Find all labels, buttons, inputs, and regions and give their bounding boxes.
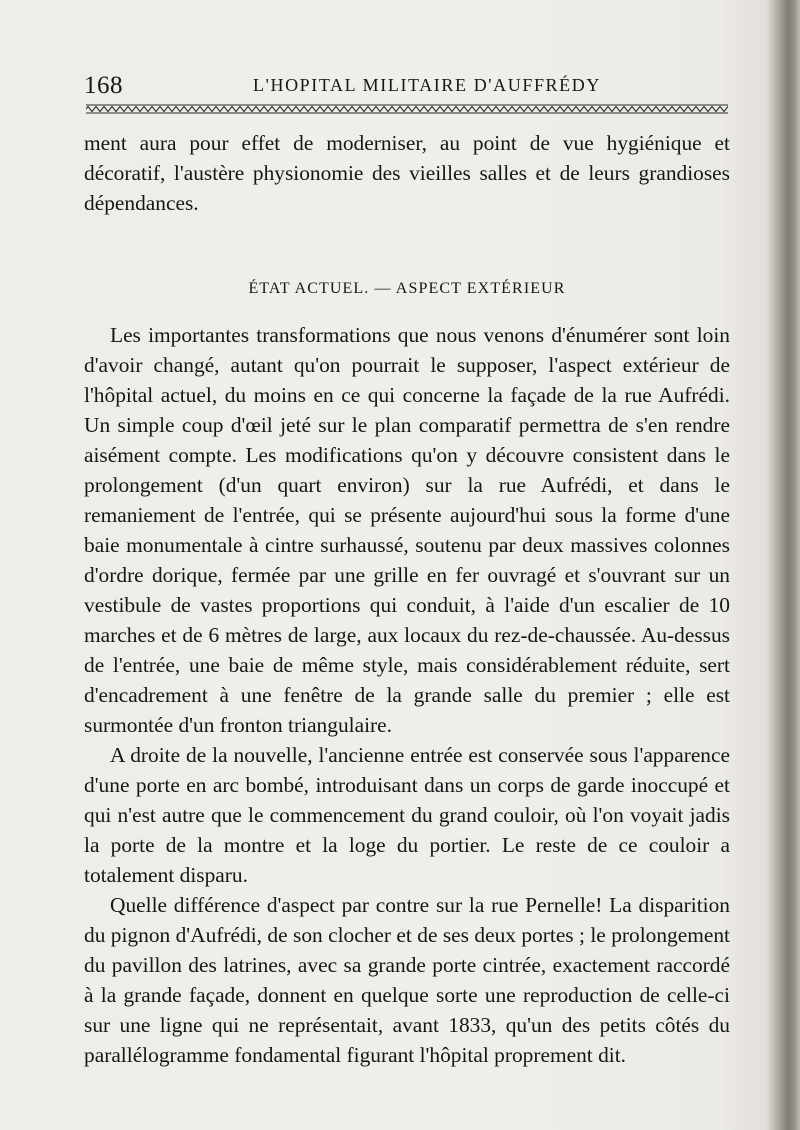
page-edge-shadow [766,0,800,1130]
page-number: 168 [84,72,123,99]
paragraph: A droite de la nouvelle, l'ancienne entrée est conservée sous l'apparence d'une porte en arc bombé, introduisant dans un corps de garde inoccupé et qui n'est autre que le commencement du grand couloir, où l'on voyait jadis la porte de la montre et la loge du portier. Le reste de ce couloir a totalement disparu. [84,743,730,887]
decorative-wavy-rule [86,104,728,114]
page-body [84,128,730,1070]
running-head [84,72,730,100]
paragraph: Quelle différence d'aspect par contre sur la rue Pernelle! La disparition du pignon d'Aufrédi, de son clocher et de ses deux portes ; le prolongement du pavillon des latrines, avec sa grande porte cintrée, exactement raccordé à la grande façade, donnent en quelque sorte une reproduction de celle-ci sur une ligne qui ne représentait, avant 1833, qu'un des petits côtés du parallélogramme fondamental figurant l'hôpital proprement dit. [84,893,730,1067]
paragraph-continuation: ment aura pour effet de moderniser, au point de vue hygiénique et décoratif, l'austère physionomie des vieilles salles et de leurs grandioses dépendances. [84,131,730,215]
paragraph: Les importantes transformations que nous venons d'énumérer sont loin d'avoir changé, autant qu'on pourrait le supposer, l'aspect extérieur de l'hôpital actuel, du moins en ce qui concerne la façade de la rue Aufrédi. Un simple coup d'œil jeté sur le plan comparatif permettra de s'en rendre aisément compte. Les modifications qu'on y découvre consistent dans le prolongement (d'un quart environ) sur la rue Aufrédi, et dans le remaniement de l'entrée, qui se présente aujourd'hui sous la forme d'une baie monumentale à cintre surhaussé, soutenu par deux massives colonnes d'ordre dorique, fermée par une grille en fer ouvragé et s'ouvrant sur un vestibule de vastes proportions qui conduit, à l'aide d'un escalier de 10 marches et de 6 mètres de large, aux locaux du rez-de-chaussée. Au-dessus de l'entrée, une baie de même style, mais considérablement réduite, sert d'encadrement à une fenêtre de la grande salle du premier ; elle est surmontée d'un fronton triangulaire. [84,323,730,737]
section-heading: ÉTAT ACTUEL. — ASPECT EXTÉRIEUR [248,280,566,297]
running-title: L'HOPITAL MILITAIRE D'AUFFRÉDY [253,75,601,95]
